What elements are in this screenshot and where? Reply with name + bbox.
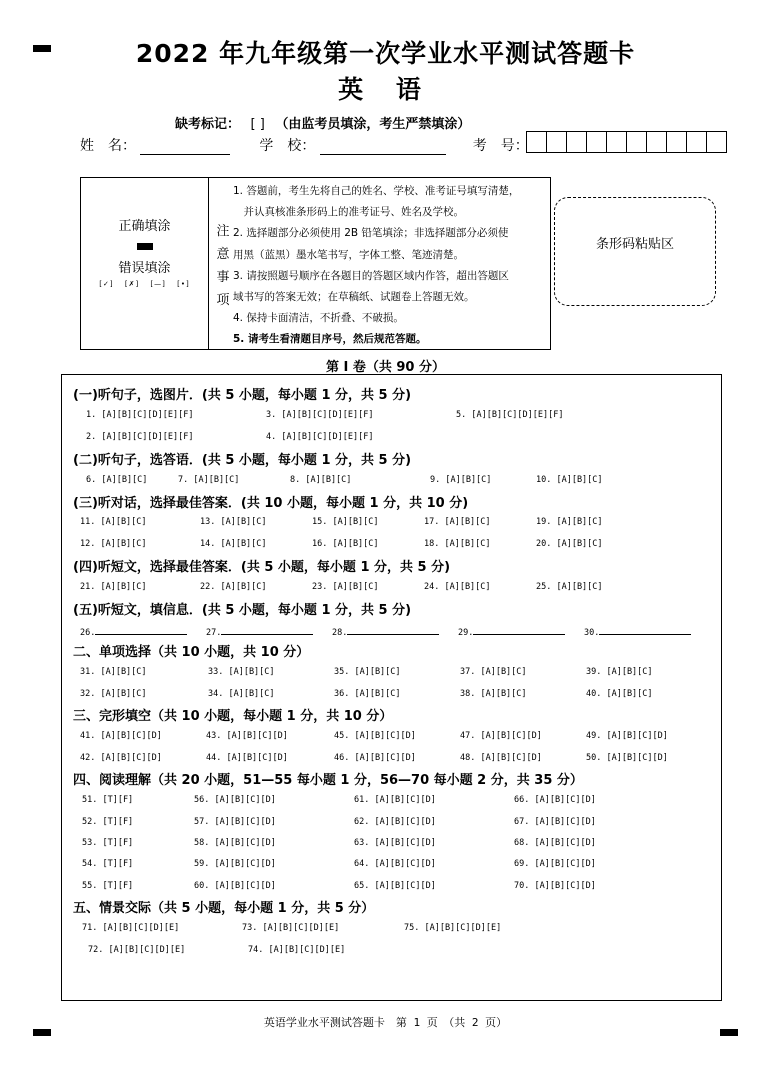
note-item: 域书写的答案无效；在草稿纸、试题卷上答题无效。 [233,291,475,304]
answer-options[interactable]: 11. [A][B][C] [80,517,147,527]
answer-options[interactable]: 20. [A][B][C] [536,539,603,549]
answer-options[interactable]: 18. [A][B][C] [424,539,491,549]
fill-blank[interactable] [80,625,187,638]
page-footer: 英语学业水平测试答题卡 第 1 页 （共 2 页） [263,1016,508,1029]
name-label: 姓 名： [80,138,136,154]
answer-options[interactable]: 50. [A][B][C][D] [586,753,668,763]
wrong-fill-samples: [✓] [✗] [—] [•] [99,280,190,288]
blank-number: 28. [332,628,348,638]
answer-options[interactable]: 65. [A][B][C][D] [354,881,436,891]
notes-side-char: 事 [216,270,230,285]
answer-options[interactable]: 67. [A][B][C][D] [514,817,596,827]
note-item: 1. 答题前，考生先将自己的姓名、学校、准考证号填写清楚， [233,185,520,197]
answer-options[interactable]: 15. [A][B][C] [312,517,379,527]
answer-options[interactable]: 52. [T][F] [82,817,134,827]
section-heading: (三)听对话，选择最佳答案．(共 10 小题，每小题 1 分，共 10 分) [73,496,469,511]
answer-options[interactable]: 71. [A][B][C][D][E] [82,923,180,933]
blank-number: 29. [458,628,474,638]
answer-options[interactable]: 25. [A][B][C] [536,582,603,592]
notes-box [80,177,551,350]
note-item: 2. 选择题部分必须使用 2B 铅笔填涂；非选择题部分必须使 [233,227,509,240]
answer-options[interactable]: 32. [A][B][C] [80,689,147,699]
answer-options[interactable]: 16. [A][B][C] [312,539,379,549]
answer-options[interactable]: 23. [A][B][C] [312,582,379,592]
note-item: 4. 保持卡面清洁，不折叠、不破损。 [233,312,404,325]
answer-options[interactable]: 17. [A][B][C] [424,517,491,527]
absent-box[interactable]: [ ] [250,117,265,132]
answer-options[interactable]: 49. [A][B][C][D] [586,731,668,741]
school-label: 学 校： [259,138,316,154]
correct-fill-sample [137,243,153,250]
answer-options[interactable]: 59. [A][B][C][D] [194,859,276,869]
answer-options[interactable]: 1. [A][B][C][D][E][F] [86,410,194,420]
answer-options[interactable]: 61. [A][B][C][D] [354,795,436,805]
answer-options[interactable]: 57. [A][B][C][D] [194,817,276,827]
notes-side-char: 注 [216,224,230,239]
note-item: 并认真核准条形码上的准考证号、姓名及学校。 [233,206,464,219]
answer-options[interactable]: 14. [A][B][C] [200,539,267,549]
exam-no-label: 考 号： [472,138,529,154]
notes-side-label [213,220,233,312]
answer-options[interactable]: 51. [T][F] [82,795,134,805]
fill-blank[interactable] [332,625,439,638]
answer-options[interactable]: 8. [A][B][C] [290,475,352,485]
absent-label: 缺考标记： [175,117,241,132]
answer-options[interactable]: 53. [T][F] [82,838,134,848]
absent-note: （由监考员填涂，考生严禁填涂） [275,117,471,132]
student-info-row [80,135,529,155]
answer-options[interactable]: 58. [A][B][C][D] [194,838,276,848]
answer-options[interactable]: 35. [A][B][C] [334,667,401,677]
answer-options[interactable]: 40. [A][B][C] [586,689,653,699]
answer-options[interactable]: 55. [T][F] [82,881,134,891]
answer-options[interactable]: 10. [A][B][C] [536,475,603,485]
fill-blank[interactable] [584,625,691,638]
answer-options[interactable]: 60. [A][B][C][D] [194,881,276,891]
answer-options[interactable]: 70. [A][B][C][D] [514,881,596,891]
answer-options[interactable]: 33. [A][B][C] [208,667,275,677]
section-heading: 二、单项选择（共 10 小题，共 10 分） [73,645,310,660]
answer-options[interactable]: 72. [A][B][C][D][E] [88,945,186,955]
section-heading: (二)听句子，选答语．(共 5 小题，每小题 1 分，共 5 分) [73,453,412,468]
answer-options[interactable]: 68. [A][B][C][D] [514,838,596,848]
answer-options[interactable]: 19. [A][B][C] [536,517,603,527]
section-heading: 三、完形填空（共 10 小题，每小题 1 分，共 10 分） [73,709,393,724]
correct-fill-label: 正确填涂 [118,219,171,234]
answer-options[interactable]: 3. [A][B][C][D][E][F] [266,410,374,420]
answer-options[interactable]: 54. [T][F] [82,859,134,869]
answer-options[interactable]: 47. [A][B][C][D] [460,731,542,741]
school-field[interactable] [320,140,446,155]
name-field[interactable] [140,140,230,155]
answer-options[interactable]: 2. [A][B][C][D][E][F] [86,432,194,442]
answer-options[interactable]: 38. [A][B][C] [460,689,527,699]
answer-options[interactable]: 41. [A][B][C][D] [80,731,162,741]
fill-sample-panel [81,178,209,349]
answer-options[interactable]: 37. [A][B][C] [460,667,527,677]
blank-number: 30. [584,628,600,638]
answer-options[interactable]: 43. [A][B][C][D] [206,731,288,741]
answer-options[interactable]: 36. [A][B][C] [334,689,401,699]
answer-options[interactable]: 64. [A][B][C][D] [354,859,436,869]
answer-options[interactable]: 75. [A][B][C][D][E] [404,923,502,933]
section-heading: 五、情景交际（共 5 小题，每小题 1 分，共 5 分） [73,901,375,916]
answer-options[interactable]: 56. [A][B][C][D] [194,795,276,805]
answer-options[interactable]: 74. [A][B][C][D][E] [248,945,346,955]
answer-options[interactable]: 6. [A][B][C] [86,475,148,485]
section-heading: (一)听句子，选图片．(共 5 小题，每小题 1 分，共 5 分) [73,388,412,403]
notes-side-char: 项 [216,293,230,308]
answer-options[interactable]: 48. [A][B][C][D] [460,753,542,763]
notes-side-char: 意 [216,247,230,262]
page-title: 2022 年九年级第一次学业水平测试答题卡 [135,39,636,68]
section-heading: (四)听短文，选择最佳答案．(共 5 小题，每小题 1 分，共 5 分) [73,560,451,575]
answer-options[interactable]: 42. [A][B][C][D] [80,753,162,763]
answer-options[interactable]: 66. [A][B][C][D] [514,795,596,805]
notes-list [233,181,547,351]
section-heading: (五)听短文，填信息．(共 5 小题，每小题 1 分，共 5 分) [73,603,412,618]
answer-options[interactable]: 39. [A][B][C] [586,667,653,677]
alignment-mark-bottom-left [33,1029,51,1036]
answer-options[interactable]: 5. [A][B][C][D][E][F] [456,410,564,420]
wrong-fill-label: 错误填涂 [118,261,171,276]
answer-options[interactable]: 45. [A][B][C][D] [334,731,416,741]
fill-blank[interactable] [458,625,565,638]
blank-number: 27. [206,628,222,638]
answer-options[interactable]: 7. [A][B][C] [178,475,240,485]
answer-options[interactable]: 44. [A][B][C][D] [206,753,288,763]
exam-no-boxes[interactable] [527,131,727,153]
answer-options[interactable]: 12. [A][B][C] [80,539,147,549]
answer-options[interactable]: 22. [A][B][C] [200,582,267,592]
answer-options[interactable]: 21. [A][B][C] [80,582,147,592]
fill-blank[interactable] [206,625,313,638]
answer-options[interactable]: 73. [A][B][C][D][E] [242,923,340,933]
answer-options[interactable]: 63. [A][B][C][D] [354,838,436,848]
answer-options[interactable]: 31. [A][B][C] [80,667,147,677]
volume-title: 第 I 卷（共 90 分） [325,360,446,375]
blank-number: 26. [80,628,96,638]
section-heading: 四、阅读理解（共 20 小题，51—55 每小题 1 分，56—70 每小题 2 分，共 35 分） [73,773,583,788]
subject-title: 英 语 [338,75,433,104]
absent-mark-row [175,113,470,132]
note-item: 5. 请考生看清题目序号，然后规范答题。 [233,333,427,346]
answer-options[interactable]: 9. [A][B][C] [430,475,492,485]
answer-options[interactable]: 24. [A][B][C] [424,582,491,592]
answer-options[interactable]: 13. [A][B][C] [200,517,267,527]
alignment-mark-bottom-right [720,1029,738,1036]
note-item: 3. 请按照题号顺序在各题目的答题区域内作答，超出答题区 [233,269,509,282]
note-item: 用黑（蓝黑）墨水笔书写，字体工整、笔迹清楚。 [233,248,464,261]
answer-options[interactable]: 69. [A][B][C][D] [514,859,596,869]
answer-options[interactable]: 46. [A][B][C][D] [334,753,416,763]
answer-options[interactable]: 4. [A][B][C][D][E][F] [266,432,374,442]
answer-options[interactable]: 34. [A][B][C] [208,689,275,699]
barcode-area: 条形码粘贴区 [554,197,716,306]
answer-options[interactable]: 62. [A][B][C][D] [354,817,436,827]
